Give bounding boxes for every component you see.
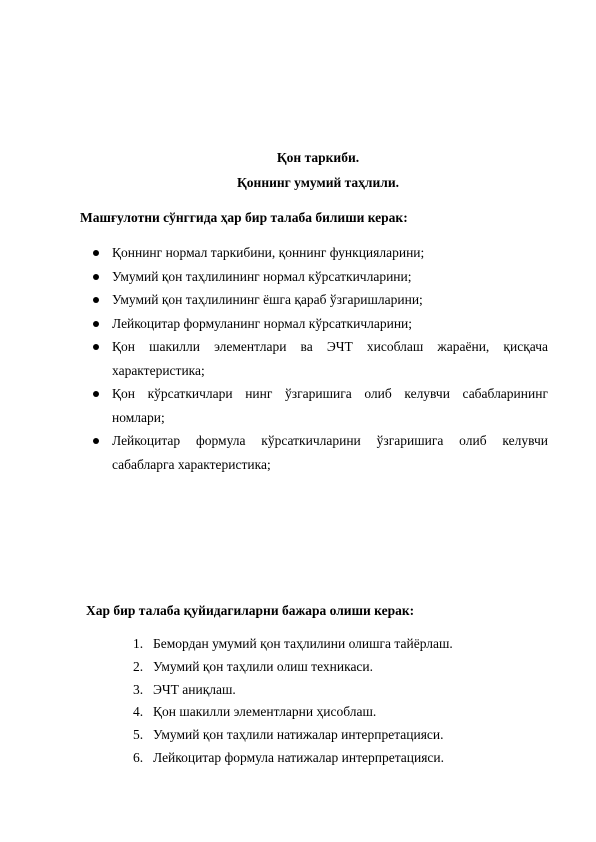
list-item-text-continued: сабабларга характеристика;	[112, 456, 271, 472]
list-item	[90, 288, 548, 312]
list-item-number: 1.	[133, 636, 144, 651]
bullet-icon	[93, 391, 99, 397]
document-title: Қон таркиби.	[276, 150, 360, 165]
list-item	[90, 382, 548, 429]
document-subtitle: Қоннинг умумий таҳлили.	[237, 175, 399, 190]
list-item-text: Қон кўрсаткичлари нинг ўзгаришига олиб келувчи сабабларининг	[112, 386, 548, 401]
bullet-icon	[93, 438, 99, 444]
list-item-text: Умумий қон таҳлилининг нормал кўрсаткичларини;	[112, 268, 412, 284]
list-item-number: 5.	[133, 727, 144, 743]
list-item	[133, 701, 453, 724]
list-item-text: Қон шакилли элементлари ва ЭЧТ хисоблаш жараёни, қисқача	[112, 339, 548, 354]
list-item-text: Лейкоцитар формула кўрсаткичларини ўзгаришига олиб келувчи	[112, 433, 548, 448]
list-item	[133, 724, 453, 747]
list-item	[133, 747, 453, 770]
skills-list	[133, 633, 453, 770]
knowledge-heading: Машғулотни сўнггида ҳар бир талаба билиши керак:	[80, 210, 408, 225]
bullet-icon	[93, 344, 99, 350]
list-item-text: Бемордан умумий қон таҳлилини олишга тайёрлаш.	[153, 636, 453, 651]
list-item-text: Қоннинг нормал таркибини, қоннинг функцияларини;	[112, 245, 425, 260]
list-item	[90, 335, 548, 382]
list-item-number: 4.	[133, 704, 144, 720]
list-item-text: Умумий қон таҳлили натижалар интерпретацияси.	[153, 727, 444, 743]
skills-heading: Хар бир талаба қуйидагиларни бажара олиши керак:	[86, 603, 415, 618]
list-item-text: Лейкоцитар формуланинг нормал кўрсаткичларини;	[112, 315, 413, 331]
list-item-text: Умумий қон таҳлилининг ёшга қараб ўзгаришларини;	[112, 292, 423, 307]
list-item-number: 3.	[133, 681, 144, 697]
list-item	[133, 656, 453, 679]
list-item	[90, 312, 548, 336]
bullet-icon	[93, 250, 99, 256]
bullet-icon	[93, 321, 99, 327]
list-item-text-continued: характеристика;	[112, 362, 205, 378]
list-item	[90, 265, 548, 289]
list-item	[90, 241, 548, 265]
knowledge-list	[90, 241, 548, 476]
list-item	[90, 429, 548, 476]
list-item-number: 6.	[133, 749, 144, 765]
list-item-text: Қон шакилли элементларни ҳисоблаш.	[153, 704, 377, 720]
list-item	[133, 679, 453, 702]
list-item-text: Лейкоцитар формула натижалар интерпретацияси.	[153, 749, 445, 765]
list-item	[133, 633, 453, 656]
bullet-icon	[93, 274, 99, 280]
list-item-number: 2.	[133, 658, 144, 674]
list-item-text: Умумий қон таҳлили олиш техникаси.	[153, 658, 374, 674]
bullet-icon	[93, 297, 99, 303]
list-item-text: ЭЧТ аниқлаш.	[153, 681, 236, 697]
list-item-text-continued: номлари;	[112, 409, 165, 425]
